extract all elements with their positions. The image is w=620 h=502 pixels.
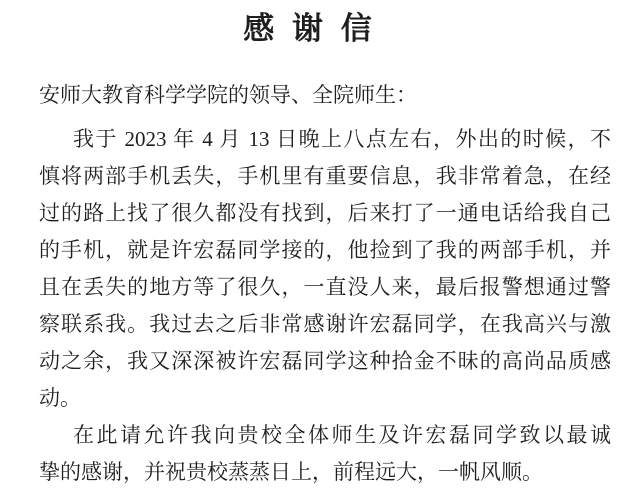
letter-line: 的手机，就是许宏磊同学接的，他捡到了我的两部手机，并	[39, 238, 611, 262]
letter-line: 动之余，我又深深被许宏磊同学这种拾金不昧的高尚品质感	[39, 349, 611, 373]
letter-line: 过的路上找了很久都没有找到，后来打了一通电话给我自己	[39, 201, 611, 225]
letter-line: 我于 2023 年 4 月 13 日晚上八点左右，外出的时候，不	[73, 127, 611, 151]
letter-salutation: 安师大教育科学学院的领导、全院师生：	[39, 83, 417, 107]
letter-body	[39, 77, 611, 491]
letter-line: 在此请允许我向贵校全体师生及许宏磊同学致以最诚	[73, 423, 611, 447]
letter-paragraph	[39, 417, 611, 491]
letter-title: 感 谢 信	[243, 11, 377, 46]
letter-line: 动。	[39, 386, 81, 410]
letter-line: 察联系我。我过去之后非常感谢许宏磊同学，在我高兴与激	[39, 312, 611, 336]
letter-line: 挚的感谢，并祝贵校蒸蒸日上，前程远大，一帆风顺。	[39, 460, 543, 484]
letter-line: 慎将两部手机丢失，手机里有重要信息，我非常着急，在经	[39, 164, 611, 188]
letter-paragraph	[39, 121, 611, 417]
letter-line: 且在丢失的地方等了很久，一直没人来，最后报警想通过警	[39, 275, 611, 299]
